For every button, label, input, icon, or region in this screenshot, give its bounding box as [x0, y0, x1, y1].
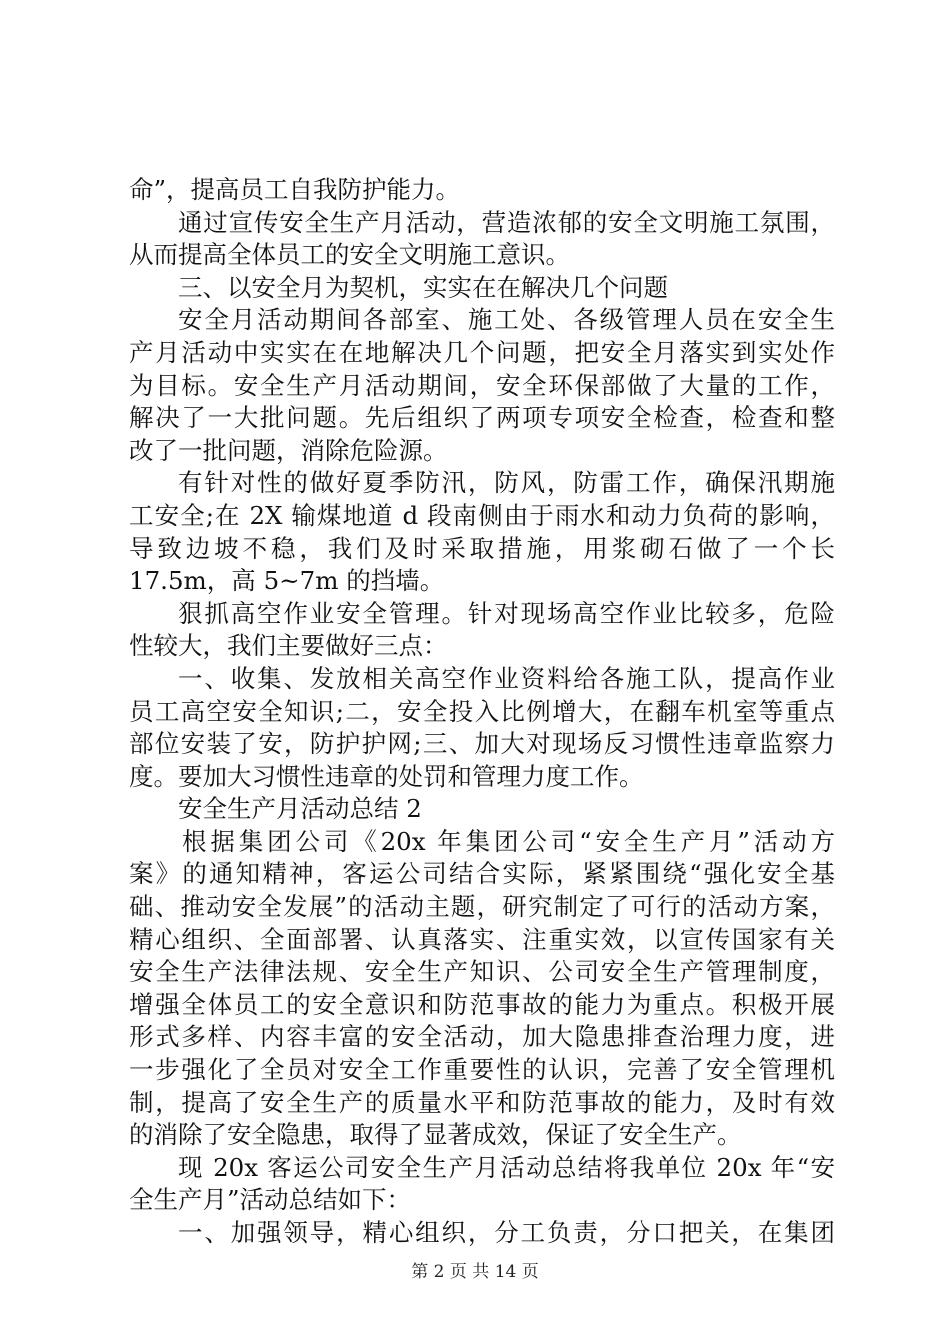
text-line: 安全月活动期间各部室、施工处、各级管理人员在安全生	[178, 305, 835, 335]
text-line: 一、加强领导，精心组织，分工负责，分口把关，在集团	[178, 1218, 835, 1247]
page-number-footer: 第 2 页 共 14 页	[411, 1262, 539, 1282]
text-line: 制，提高了安全生产的质量水平和防范事故的能力，及时有效	[129, 1087, 835, 1117]
text-line: 命”，提高员工自我防护能力。	[129, 175, 461, 204]
text-line: 安全生产法律法规、安全生产知识、公司安全生产管理制度，	[129, 957, 835, 987]
text-line: 一、收集、发放相关高空作业资料给各施工队，提高作业	[178, 663, 835, 693]
text-line: 解决了一大批问题。先后组织了两项专项安全检查，检查和整	[129, 403, 835, 433]
text-line: 从而提高全体员工的安全文明施工意识。	[129, 240, 570, 270]
text-line: 的消除了安全隐患，取得了显著成效，保证了安全生产。	[129, 1120, 742, 1150]
text-line: 员工高空安全知识;二，安全投入比例增大，在翻车机室等重点	[129, 696, 835, 726]
text-line: 17.5m，高 5~7m 的挡墙。	[129, 566, 445, 596]
text-line: 狠抓高空作业安全管理。针对现场高空作业比较多，危险	[178, 598, 835, 628]
text-line: 性较大，我们主要做好三点：	[129, 631, 448, 661]
text-line: 产月活动中实实在在地解决几个问题，把安全月落实到实处作	[129, 337, 835, 367]
text-line: 础、推动安全发展”的活动主题，研究制定了可行的活动方案，	[129, 892, 835, 922]
text-line: 案》的通知精神，客运公司结合实际，紧紧围绕“强化安全基	[129, 859, 835, 889]
document-body	[129, 174, 835, 1250]
text-line: 现 20x 客运公司安全生产月活动总结将我单位 20x 年“安	[178, 1152, 835, 1182]
text-line: 精心组织、全面部署、认真落实、注重实效，以宣传国家有关	[129, 924, 835, 954]
text-line: 增强全体员工的安全意识和防范事故的能力为重点。积极开展	[129, 989, 835, 1019]
text-line: 为目标。安全生产月活动期间，安全环保部做了大量的工作，	[129, 370, 835, 400]
text-line: 改了一批问题，消除危险源。	[129, 435, 448, 465]
section-heading: 三、以安全月为契机，实实在在解决几个问题	[178, 272, 668, 302]
section-title: 安全生产月活动总结 2	[178, 794, 422, 824]
text-line: 全生产月”活动总结如下：	[129, 1185, 412, 1215]
text-line: 工安全;在 2X 输煤地道 d 段南侧由于雨水和动力负荷的影响，	[129, 500, 835, 530]
text-line: 根据集团公司《20x 年集团公司“安全生产月”活动方	[182, 826, 835, 856]
text-line: 一步强化了全员对安全工作重要性的认识，完善了安全管理机	[129, 1055, 835, 1085]
text-line: 通过宣传安全生产月活动，营造浓郁的安全文明施工氛围，	[178, 207, 835, 237]
text-line: 度。要加大习惯性违章的处罚和管理力度工作。	[129, 761, 644, 791]
text-line: 有针对性的做好夏季防汛，防风，防雷工作，确保汛期施	[178, 468, 835, 498]
text-line: 导致边坡不稳，我们及时采取措施，用浆砌石做了一个长	[129, 533, 835, 563]
text-line: 形式多样、内容丰富的安全活动，加大隐患排查治理力度，进	[129, 1022, 835, 1052]
text-line: 部位安装了安，防护护网;三、加大对现场反习惯性违章监察力	[129, 729, 835, 759]
